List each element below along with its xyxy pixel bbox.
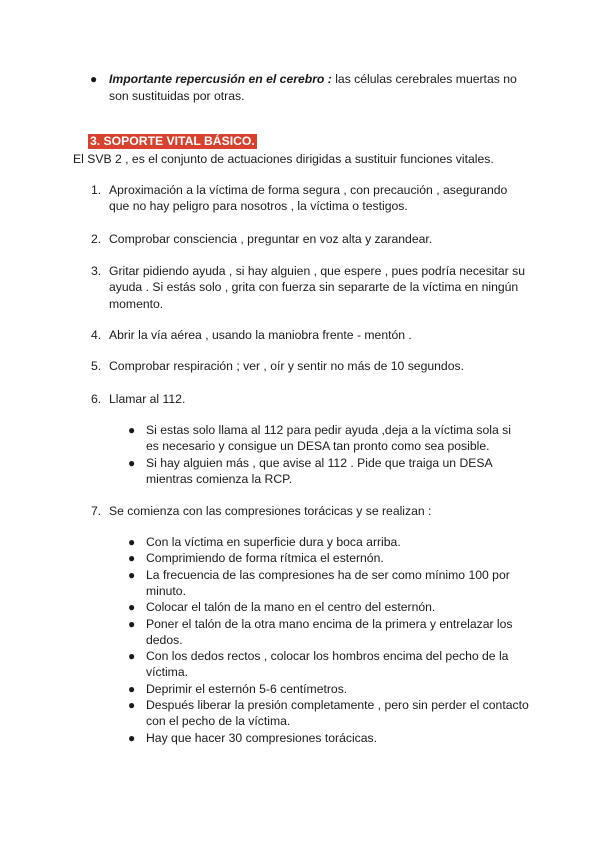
step-text: Abrir la vía aérea , usando la maniobra frente - mentón . xyxy=(109,328,412,342)
bullet-text: minuto. xyxy=(146,583,186,598)
step-number: 1. xyxy=(91,183,102,197)
step-number: 3. xyxy=(91,264,102,278)
bullet-dot: ● xyxy=(128,567,136,582)
bullet-dot: ● xyxy=(128,649,136,664)
intro-bullet-text: las células cerebrales muertas no xyxy=(331,72,517,86)
bullet-text: Si estas solo llama al 112 para pedir ayuda ,deja a la víctima sola si xyxy=(146,423,511,437)
bullet-text: con el pecho de la víctima. xyxy=(146,714,291,729)
bullet-dot: ● xyxy=(128,600,136,615)
bullet-text: Con los dedos rectos , colocar los hombros encima del pecho de la xyxy=(146,649,509,664)
bullet-text: Comprimiendo de forma rítmica el esternón. xyxy=(146,551,384,566)
bullet-dot: ● xyxy=(128,698,136,712)
bullet-text: Poner el talón de la otra mano encima de la primera y entrelazar los xyxy=(146,616,513,631)
step-text: Aproximación a la víctima de forma segura , con precaución , asegurando xyxy=(109,183,508,197)
section-intro: El SVB 2 , es el conjunto de actuaciones dirigidas a sustituir funciones vitales. xyxy=(73,152,494,166)
step-number: 7. xyxy=(91,504,102,518)
step-text: Comprobar respiración ; ver , oír y sentir no más de 10 segundos. xyxy=(109,359,464,373)
bullet-text: Hay que hacer 30 compresiones torácicas. xyxy=(146,730,378,745)
intro-bullet-line2: son sustituidas por otras. xyxy=(109,89,245,103)
step-number: 2. xyxy=(91,232,102,246)
bullet-dot: ● xyxy=(128,551,136,566)
bullet-dot: ● xyxy=(90,72,98,86)
bullet-dot: ● xyxy=(128,535,136,549)
bullet-text: víctima. xyxy=(146,665,188,680)
step-text: Se comienza con las compresiones torácicas y se realizan : xyxy=(109,504,432,518)
step-text: Llamar al 112. xyxy=(109,392,186,406)
step-number: 4. xyxy=(91,328,102,342)
bullet-text: mientras comienza la RCP. xyxy=(146,471,293,486)
bullet-text: Colocar el talón de la mano en el centro del esternón. xyxy=(146,600,436,615)
bullet-text: Después liberar la presión completamente , pero sin perder el contacto xyxy=(146,698,529,712)
step-number: 5. xyxy=(91,359,102,373)
bullet-text: La frecuencia de las compresiones ha de ser como mínimo 100 por xyxy=(146,567,510,582)
bullet-dot: ● xyxy=(128,455,136,470)
bullet-text: Si hay alguien más , que avise al 112 . Pide que traiga un DESA xyxy=(146,455,493,470)
bullet-dot: ● xyxy=(128,730,136,745)
intro-bullet-line1 xyxy=(109,71,517,87)
bullet-text: es necesario y consigue un DESA tan pronto como sea posible. xyxy=(146,439,490,454)
step-text: que no hay peligro para nosotros , la víctima o testigos. xyxy=(109,199,408,214)
section-heading: 3. SOPORTE VITAL BÁSICO. xyxy=(90,134,255,148)
bullet-dot: ● xyxy=(128,423,136,437)
step-text: Comprobar consciencia , preguntar en voz alta y zarandear. xyxy=(109,232,433,246)
step-number: 6. xyxy=(91,392,102,406)
bullet-text: dedos. xyxy=(146,632,183,647)
step-text: ayuda . Si estás solo , grita con fuerza sin separarte de la víctima en ningún xyxy=(109,280,519,295)
bullet-text: Con la víctima en superficie dura y boca arriba. xyxy=(146,535,401,549)
bullet-dot: ● xyxy=(128,681,136,696)
bullet-text: Deprimir el esternón 5-6 centímetros. xyxy=(146,681,348,696)
bullet-dot: ● xyxy=(128,616,136,631)
step-text: Gritar pidiendo ayuda , si hay alguien , que espere , pues podría necesitar su xyxy=(109,264,525,278)
step-text: momento. xyxy=(109,296,164,311)
intro-bullet-bold-label: Importante repercusión en el cerebro : xyxy=(109,72,332,86)
